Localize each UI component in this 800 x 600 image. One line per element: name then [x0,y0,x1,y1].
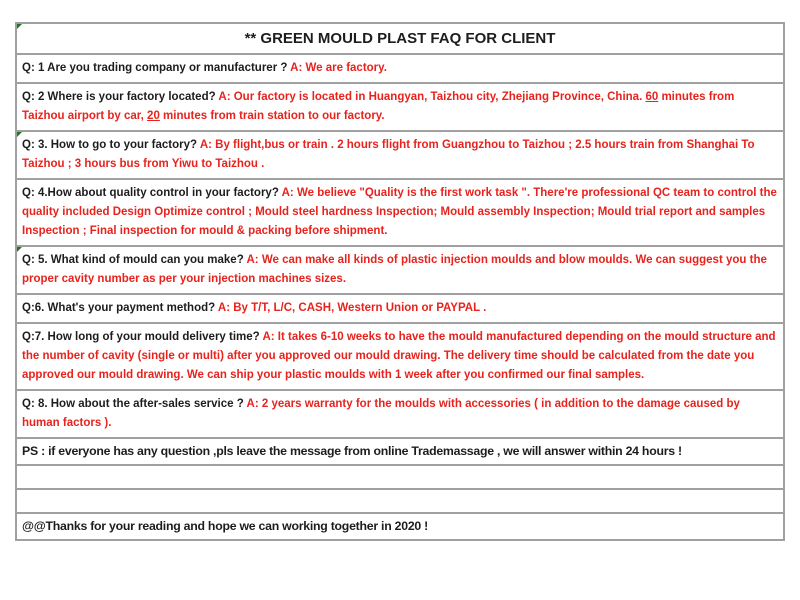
answer-text: minutes from Taizhou airport by car, [22,91,735,122]
faq-row [17,439,783,466]
faq-row [17,295,783,324]
page-title: ** GREEN MOULD PLAST FAQ FOR CLIENT [244,30,556,47]
answer-text: 20 [147,110,160,122]
answer-text: A: We believe "Quality is the first work task ". There're professional QC team to control the quality included Design Optimize control ; Mould steel hardness Inspection; Mould assembly Inspection; Mould trial report and samples Inspection ; Final inspection for mould & packing before shipment. [22,187,777,237]
faq-row [17,84,783,132]
question-text: Q: 8. How about the after-sales service ? [22,398,247,410]
question-text: Q:7. How long of your mould delivery time? [22,331,263,343]
answer-text: A: We are factory. [290,62,387,74]
question-text: Q: 3. How to go to your factory? [22,139,200,151]
cell-flag-icon [17,247,22,252]
question-text: Q:6. What's your payment method? [22,302,218,314]
faq-row [17,324,783,391]
answer-text: 60 [645,91,659,103]
faq-row [17,514,783,539]
faq-row [17,132,783,180]
answer-text: A: We can make all kinds of plastic injection moulds and blow moulds. We can suggest you the proper cavity number as per your injection machines sizes. [22,254,767,285]
answer-text: A: It takes 6-10 weeks to have the mould manufactured depending on the mould structure and the number of cavity (single or multi) after you approved our mould drawing. The delivery time should be calculated from the date you approved our mould drawing. We can ship your plastic moulds with 1 week after you confirmed our final samples. [22,331,776,381]
answer-text: A: 2 years warranty for the moulds with accessories ( in addition to the damage caused by human factors ). [22,398,740,429]
empty-row [17,466,783,490]
cell-flag-icon [17,24,22,29]
answer-text: A: By flight,bus or train . 2 hours flight from Guangzhou to Taizhou ; 2.5 hours train from Shanghai To Taizhou ; 3 hours bus from Yiwu to Taizhou . [22,139,755,170]
question-text: Q: 1 Are you trading company or manufacturer ? [22,62,291,74]
answer-text: A: By T/T, L/C, CASH, Western Union or PAYPAL . [217,302,487,314]
answer-text: minutes from train station to our factory. [159,110,385,122]
faq-row [17,55,783,84]
note-text: PS : if everyone has any question ,pls leave the message from online Trademassage , we will answer within 24 hours ! [22,444,682,458]
question-text: Q: 4.How about quality control in your factory? [22,187,282,199]
faq-sheet [15,22,785,541]
faq-row [17,391,783,439]
faq-rows [17,55,783,539]
faq-row [17,180,783,247]
question-text: Q: 2 Where is your factory located? [22,91,219,103]
faq-row [17,247,783,295]
question-text: Q: 5. What kind of mould can you make? [22,254,247,266]
answer-text: A: Our factory is located in Huangyan, Taizhou city, Zhejiang Province, China. [218,91,646,103]
title-row [17,24,783,55]
note-text: @@Thanks for your reading and hope we can working together in 2020 ! [22,519,429,533]
empty-row [17,490,783,514]
cell-flag-icon [17,132,22,137]
